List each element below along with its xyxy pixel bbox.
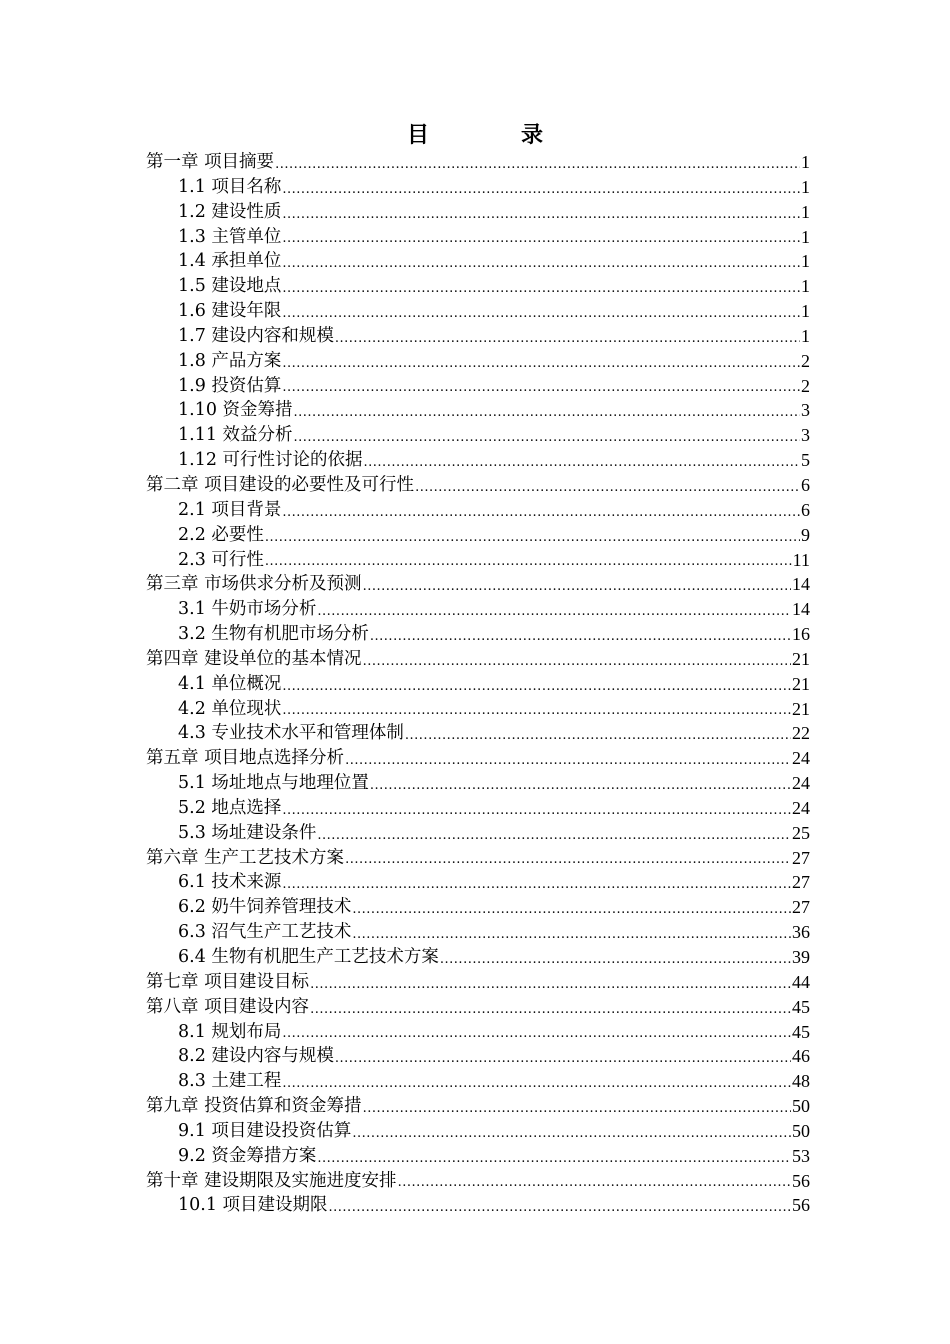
toc-dot-leader	[282, 378, 800, 398]
toc-section-entry[interactable]	[146, 299, 810, 324]
toc-dot-leader	[310, 1000, 791, 1020]
toc-chapter-entry[interactable]	[146, 846, 810, 871]
toc-chapter-entry[interactable]	[146, 970, 810, 995]
toc-dot-leader	[405, 726, 791, 746]
toc-entry-label: 1.4 承担单位	[178, 251, 282, 272]
toc-list	[146, 150, 810, 1218]
toc-section-entry[interactable]	[146, 374, 810, 399]
toc-section-entry[interactable]	[146, 920, 810, 945]
toc-section-entry[interactable]	[146, 448, 810, 473]
toc-entry-page-number: 56	[792, 1170, 810, 1191]
toc-dot-leader	[282, 304, 800, 324]
toc-entry-label: 6.3 沼气生产工艺技术	[178, 922, 352, 943]
toc-section-entry[interactable]	[146, 821, 810, 846]
toc-entry-page-number: 1	[801, 325, 810, 346]
toc-entry-label: 4.1 单位概况	[178, 673, 282, 694]
toc-chapter-entry[interactable]	[146, 572, 810, 597]
toc-section-entry[interactable]	[146, 249, 810, 274]
toc-entry-page-number: 24	[792, 797, 810, 818]
toc-entry-label: 第二章 项目建设的必要性及可行性	[146, 474, 415, 495]
toc-entry-label: 5.3 场址建设条件	[178, 822, 317, 843]
toc-entry-label: 8.3 土建工程	[178, 1071, 282, 1092]
toc-entry-page-number: 24	[792, 748, 810, 769]
toc-entry-label: 1.12 可行性讨论的依据	[178, 450, 363, 471]
toc-title-right: 录	[521, 122, 544, 148]
toc-entry-label: 第七章 项目建设目标	[146, 971, 310, 992]
toc-chapter-entry[interactable]	[146, 995, 810, 1020]
toc-entry-page-number: 50	[792, 1096, 810, 1117]
toc-entry-label: 1.1 项目名称	[178, 176, 282, 197]
toc-dot-leader	[282, 279, 800, 299]
toc-entry-page-number: 1	[801, 226, 810, 247]
toc-dot-leader	[440, 950, 791, 970]
toc-entry-page-number: 44	[792, 971, 810, 992]
toc-dot-leader	[345, 751, 791, 771]
toc-entry-page-number: 24	[792, 773, 810, 794]
toc-dot-leader	[282, 701, 791, 721]
toc-entry-page-number: 3	[801, 425, 810, 446]
toc-dot-leader	[370, 627, 791, 647]
toc-entry-page-number: 56	[792, 1195, 810, 1216]
toc-section-entry[interactable]	[146, 349, 810, 374]
toc-section-entry[interactable]	[146, 1020, 810, 1045]
toc-dot-leader	[282, 801, 791, 821]
toc-entry-label: 5.2 地点选择	[178, 797, 282, 818]
toc-entry-label: 第四章 建设单位的基本情况	[146, 648, 362, 669]
toc-entry-label: 1.7 建设内容和规模	[178, 325, 334, 346]
toc-entry-page-number: 11	[792, 549, 810, 570]
toc-dot-leader	[352, 1124, 791, 1144]
toc-entry-label: 6.4 生物有机肥生产工艺技术方案	[178, 947, 439, 967]
toc-entry-page-number: 1	[801, 201, 810, 222]
toc-entry-page-number: 46	[792, 1046, 810, 1067]
toc-entry-label: 1.8 产品方案	[178, 350, 282, 371]
toc-section-entry[interactable]	[146, 1069, 810, 1094]
toc-entry-label: 1.5 建设地点	[178, 276, 282, 297]
toc-entry-page-number: 45	[792, 996, 810, 1017]
toc-dot-leader	[317, 826, 791, 846]
toc-dot-leader	[282, 205, 800, 225]
toc-entry-page-number: 36	[792, 922, 810, 943]
toc-dot-leader	[364, 453, 800, 473]
toc-section-entry[interactable]	[146, 274, 810, 299]
toc-section-entry[interactable]	[146, 175, 810, 200]
toc-entry-page-number: 3	[801, 400, 810, 421]
toc-entry-label: 10.1 项目建设期限	[178, 1195, 328, 1216]
toc-entry-label: 5.1 场址地点与地理位置	[178, 773, 369, 794]
toc-section-entry[interactable]	[146, 1193, 810, 1218]
toc-entry-label: 第十章 建设期限及实施进度安排	[146, 1170, 397, 1191]
toc-dot-leader	[282, 229, 800, 249]
toc-dot-leader	[282, 875, 791, 895]
toc-dot-leader	[294, 428, 800, 448]
toc-dot-leader	[310, 975, 791, 995]
toc-entry-page-number: 50	[792, 1120, 810, 1141]
toc-section-entry[interactable]	[146, 1144, 810, 1169]
toc-section-entry[interactable]	[146, 870, 810, 895]
toc-entry-label: 2.1 项目背景	[178, 499, 282, 520]
toc-section-entry[interactable]	[146, 1044, 810, 1069]
toc-entry-page-number: 21	[792, 673, 810, 694]
toc-section-entry[interactable]	[146, 672, 810, 697]
toc-entry-page-number: 45	[792, 1021, 810, 1042]
toc-section-entry[interactable]	[146, 697, 810, 722]
toc-title	[0, 118, 950, 149]
toc-title-left: 目	[406, 122, 429, 148]
toc-entry-page-number: 2	[801, 375, 810, 396]
toc-dot-leader	[398, 1173, 791, 1193]
toc-entry-page-number: 14	[792, 574, 810, 595]
toc-entry-page-number: 48	[792, 1071, 810, 1092]
toc-entry-label: 第五章 项目地点选择分析	[146, 748, 345, 769]
toc-entry-label: 2.3 可行性	[178, 549, 264, 570]
toc-entry-label: 6.1 技术来源	[178, 872, 282, 893]
toc-entry-label: 第九章 投资估算和资金筹措	[146, 1096, 362, 1117]
toc-section-entry[interactable]	[146, 796, 810, 821]
toc-entry-page-number: 6	[801, 474, 810, 495]
toc-dot-leader	[363, 652, 791, 672]
toc-entry-label: 第六章 生产工艺技术方案	[146, 847, 345, 868]
toc-chapter-entry[interactable]	[146, 1094, 810, 1119]
toc-entry-page-number: 53	[792, 1145, 810, 1166]
toc-entry-page-number: 21	[792, 698, 810, 719]
toc-dot-leader	[363, 577, 791, 597]
toc-entry-label: 第八章 项目建设内容	[146, 996, 310, 1017]
toc-entry-label: 9.2 资金筹措方案	[178, 1145, 317, 1166]
toc-entry-page-number: 2	[801, 350, 810, 371]
toc-section-entry[interactable]	[146, 498, 810, 523]
toc-dot-leader	[265, 552, 792, 572]
toc-entry-page-number: 21	[792, 648, 810, 669]
toc-dot-leader	[282, 677, 791, 697]
toc-entry-label: 1.9 投资估算	[178, 375, 282, 396]
toc-entry-label: 1.10 资金筹措	[178, 400, 293, 421]
toc-section-entry[interactable]	[146, 324, 810, 349]
toc-entry-page-number: 1	[801, 276, 810, 297]
toc-entry-label: 9.1 项目建设投资估算	[178, 1120, 352, 1141]
toc-chapter-entry[interactable]	[146, 746, 810, 771]
toc-entry-label: 1.2 建设性质	[178, 201, 282, 222]
toc-dot-leader	[275, 155, 800, 175]
toc-dot-leader	[317, 602, 791, 622]
toc-dot-leader	[265, 528, 800, 548]
toc-entry-page-number: 9	[801, 524, 810, 545]
toc-dot-leader	[282, 1024, 791, 1044]
toc-entry-page-number: 1	[801, 176, 810, 197]
toc-dot-leader	[352, 900, 791, 920]
toc-dot-leader	[415, 478, 800, 498]
toc-dot-leader	[352, 925, 791, 945]
toc-dot-leader	[370, 776, 791, 796]
toc-entry-page-number: 16	[792, 624, 810, 645]
toc-entry-label: 2.2 必要性	[178, 524, 264, 545]
toc-section-entry[interactable]	[146, 200, 810, 225]
toc-dot-leader	[345, 850, 791, 870]
toc-dot-leader	[282, 180, 800, 200]
toc-section-entry[interactable]	[146, 945, 810, 970]
toc-chapter-entry[interactable]	[146, 150, 810, 175]
toc-entry-label: 3.2 生物有机肥市场分析	[178, 624, 369, 645]
toc-section-entry[interactable]	[146, 423, 810, 448]
toc-entry-page-number: 27	[792, 897, 810, 918]
toc-entry-page-number: 1	[801, 152, 810, 172]
toc-dot-leader	[282, 1074, 791, 1094]
toc-entry-page-number: 1	[801, 301, 810, 322]
toc-entry-page-number: 1	[801, 251, 810, 272]
toc-entry-page-number: 5	[801, 450, 810, 471]
toc-entry-page-number: 25	[792, 822, 810, 843]
toc-entry-page-number: 27	[792, 847, 810, 868]
toc-entry-page-number: 22	[792, 723, 810, 744]
toc-entry-page-number: 39	[792, 947, 810, 967]
toc-entry-label: 1.11 效益分析	[178, 425, 293, 446]
toc-entry-label: 第一章 项目摘要	[146, 152, 275, 172]
toc-entry-page-number: 27	[792, 872, 810, 893]
toc-entry-label: 6.2 奶牛饲养管理技术	[178, 897, 352, 918]
toc-entry-label: 4.2 单位现状	[178, 698, 282, 719]
toc-dot-leader	[294, 403, 800, 423]
toc-entry-label: 3.1 牛奶市场分析	[178, 599, 317, 620]
toc-dot-leader	[335, 329, 800, 349]
toc-dot-leader	[282, 354, 800, 374]
toc-entry-label: 8.1 规划布局	[178, 1021, 282, 1042]
toc-dot-leader	[282, 503, 800, 523]
toc-section-entry[interactable]	[146, 895, 810, 920]
toc-section-entry[interactable]	[146, 622, 810, 647]
toc-section-entry[interactable]	[146, 597, 810, 622]
toc-dot-leader	[317, 1149, 791, 1169]
toc-chapter-entry[interactable]	[146, 1169, 810, 1194]
toc-section-entry[interactable]	[146, 398, 810, 423]
toc-dot-leader	[282, 254, 800, 274]
toc-chapter-entry[interactable]	[146, 473, 810, 498]
toc-entry-page-number: 14	[792, 599, 810, 620]
toc-section-entry[interactable]	[146, 1119, 810, 1144]
toc-section-entry[interactable]	[146, 548, 810, 573]
toc-section-entry[interactable]	[146, 771, 810, 796]
toc-entry-page-number: 6	[801, 499, 810, 520]
toc-entry-label: 8.2 建设内容与规模	[178, 1046, 334, 1067]
toc-chapter-entry[interactable]	[146, 647, 810, 672]
toc-entry-label: 1.3 主管单位	[178, 226, 282, 247]
toc-dot-leader	[335, 1049, 791, 1069]
toc-dot-leader	[329, 1198, 791, 1218]
toc-dot-leader	[363, 1099, 791, 1119]
toc-entry-label: 4.3 专业技术水平和管理体制	[178, 723, 404, 744]
toc-entry-label: 第三章 市场供求分析及预测	[146, 574, 362, 595]
toc-section-entry[interactable]	[146, 523, 810, 548]
toc-section-entry[interactable]	[146, 721, 810, 746]
toc-entry-label: 1.6 建设年限	[178, 301, 282, 322]
toc-section-entry[interactable]	[146, 225, 810, 250]
